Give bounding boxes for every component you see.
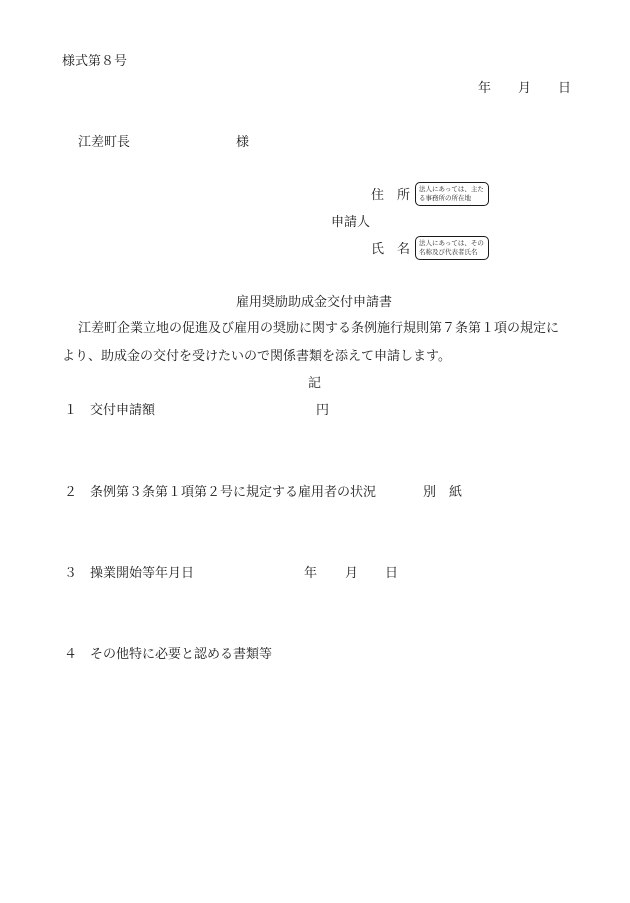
item-4-label: その他特に必要と認める書類等 (90, 647, 273, 662)
item-2-value: 別 紙 (423, 485, 463, 500)
body-line-1: 江差町企業立地の促進及び雇用の奨励に関する条例施行規則第７条第１項の規定に (78, 321, 560, 336)
item-2-number: ２ (64, 485, 78, 500)
item-2-label: 条例第３条第１項第２号に規定する雇用者の状況 (90, 485, 377, 500)
form-number: 様式第８号 (62, 54, 128, 69)
item-1-label: 交付申請額 (90, 403, 156, 418)
item-3-year: 年 (304, 566, 318, 581)
address-note-line2: る事務所の所在地 (419, 194, 471, 202)
name-note-line1: 法人にあっては、その (419, 239, 484, 247)
date-day-label: 日 (558, 81, 572, 96)
name-label: 氏 名 (371, 242, 411, 257)
item-1-value: 円 (316, 403, 330, 418)
ki-label: 記 (308, 376, 322, 391)
date-month-label: 月 (518, 81, 532, 96)
item-3-day: 日 (385, 566, 399, 581)
applicant-label: 申請人 (331, 215, 371, 230)
item-1-number: １ (64, 403, 78, 418)
item-3-label: 操業開始等年月日 (90, 566, 195, 581)
body-line-2: より、助成金の交付を受けたいので関係書類を添えて申請します。 (62, 349, 451, 364)
date-year-label: 年 (478, 81, 492, 96)
address-note-line1: 法人にあっては、主た (419, 185, 484, 193)
item-3-number: ３ (64, 566, 78, 581)
addressee-name: 江差町長 (78, 135, 131, 150)
item-3-month: 月 (345, 566, 359, 581)
name-note-line2: 名称及び代表者氏名 (419, 248, 478, 256)
address-label: 住 所 (371, 188, 411, 203)
name-note (415, 236, 489, 260)
address-note (415, 182, 489, 206)
document-title: 雇用奨励助成金交付申請書 (236, 295, 393, 310)
addressee-honorific: 様 (236, 135, 250, 150)
item-4-number: ４ (64, 647, 78, 662)
